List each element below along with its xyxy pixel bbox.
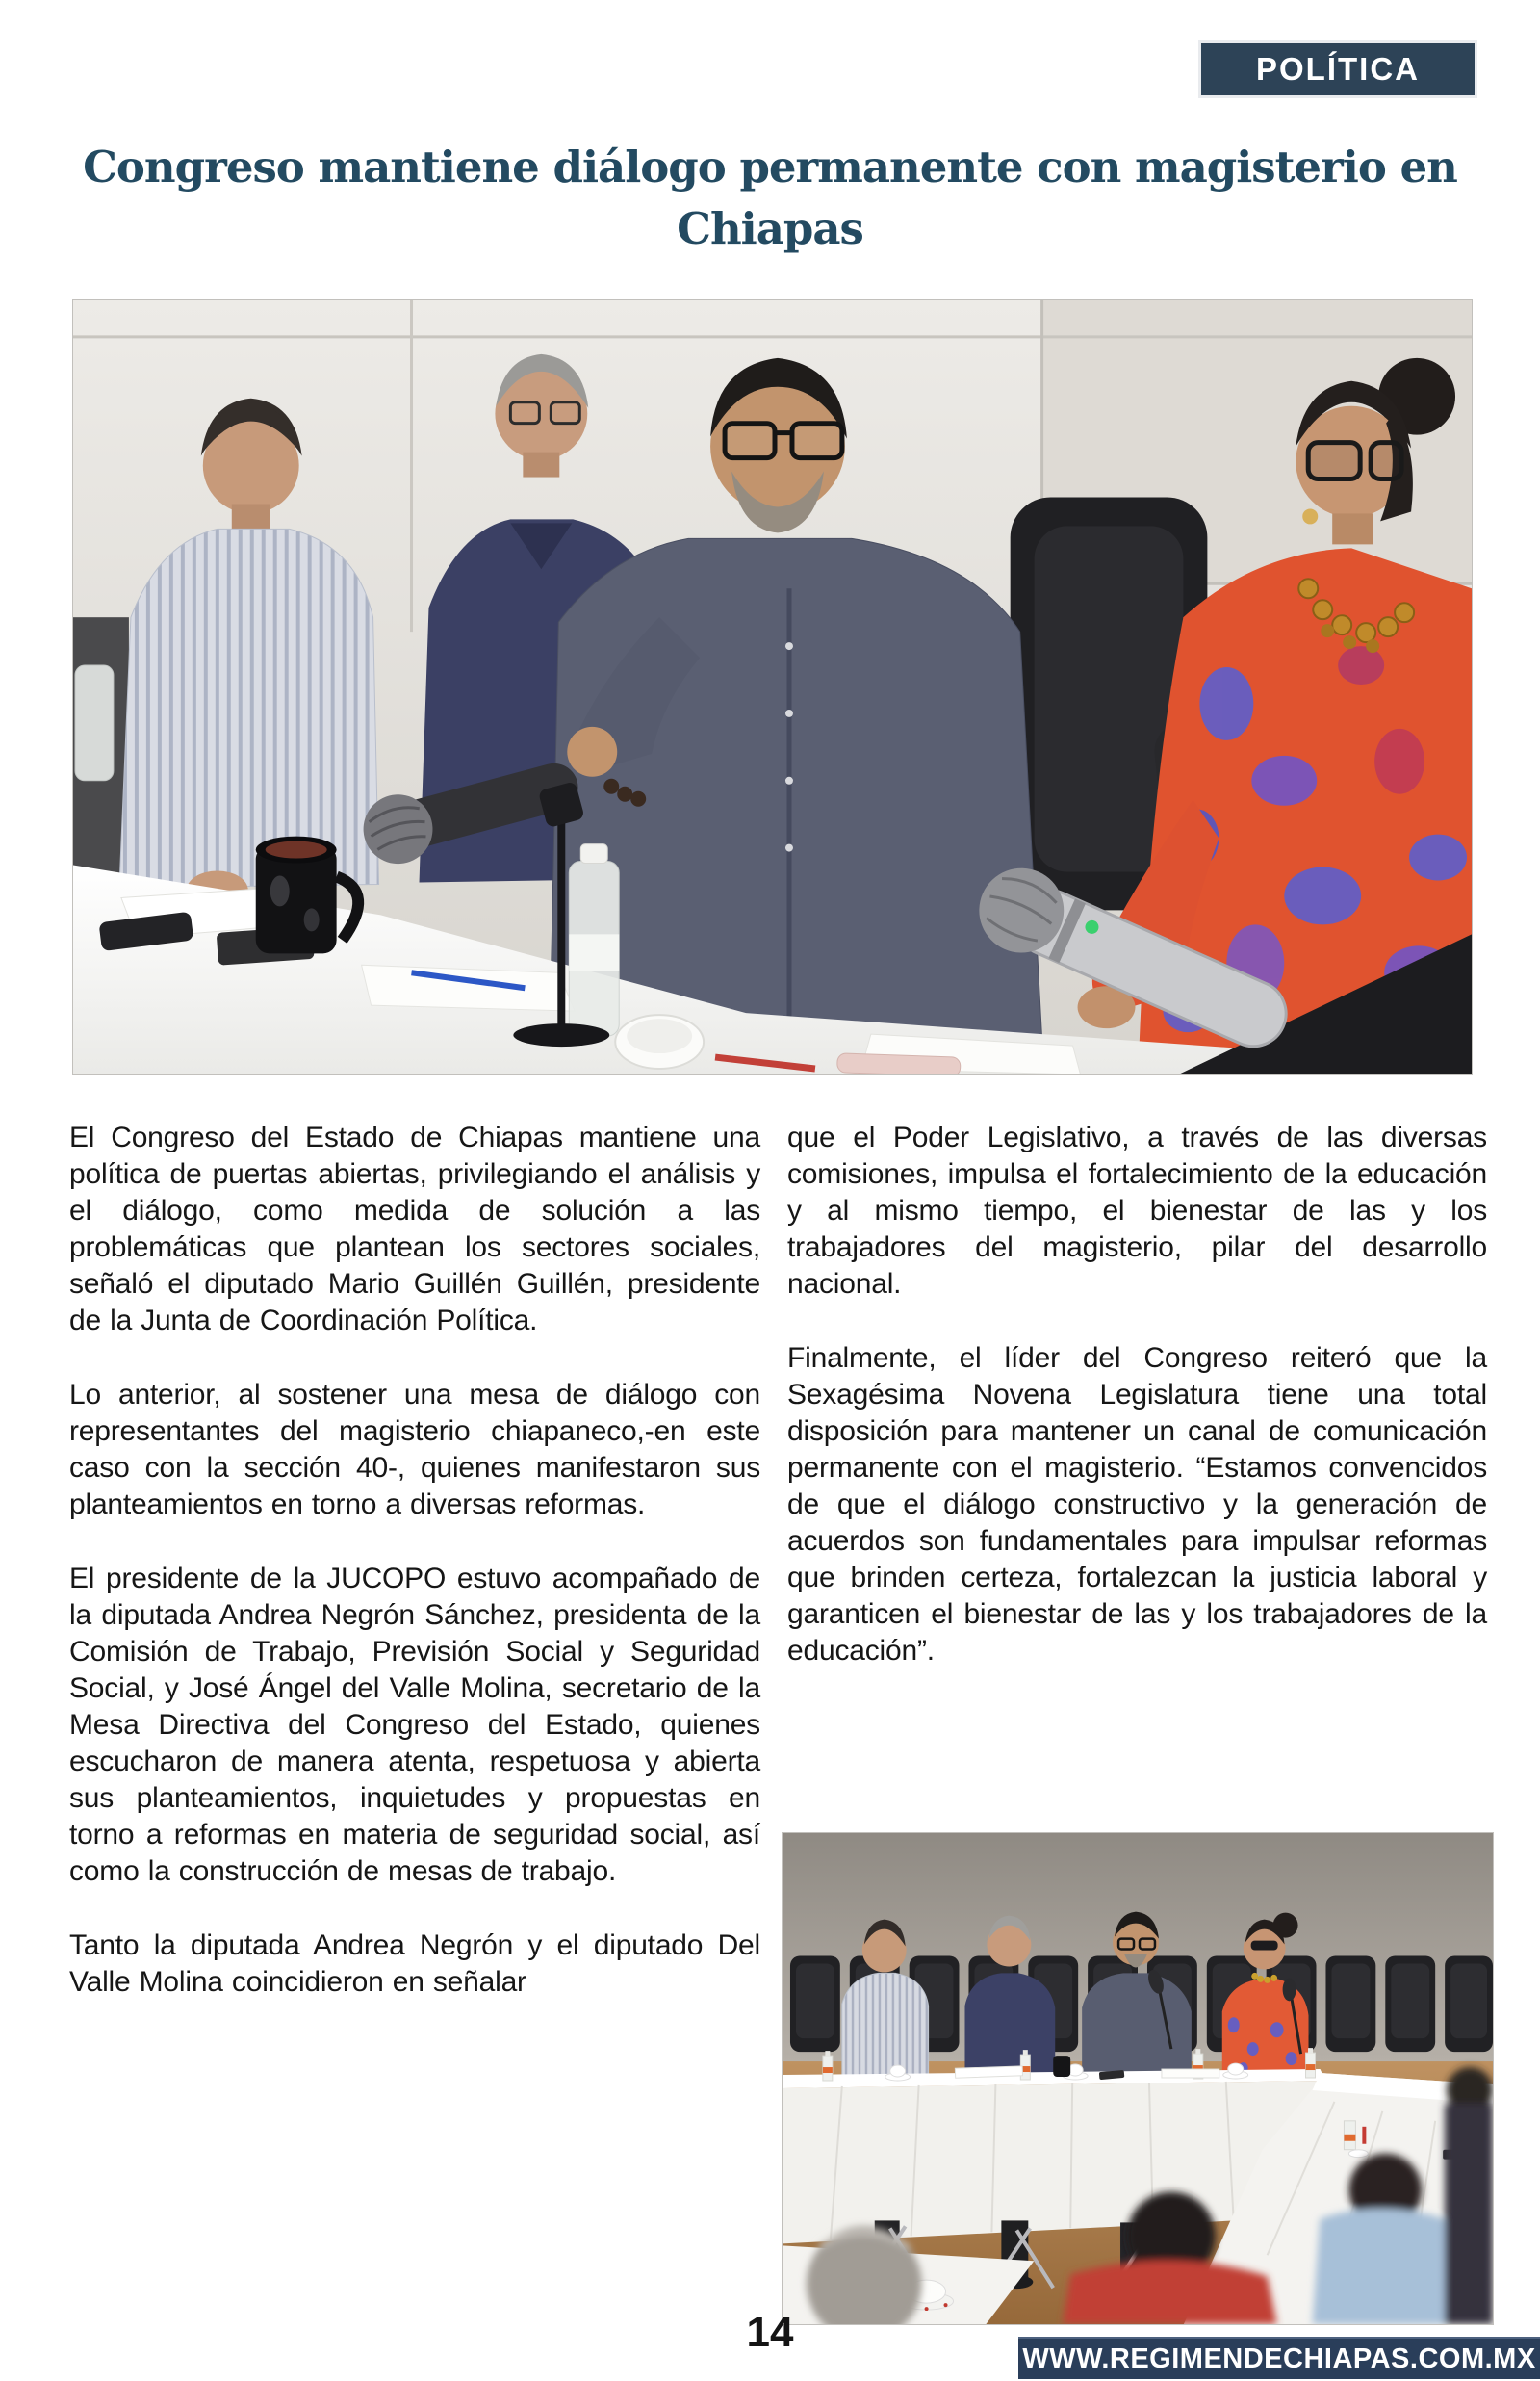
headline-line-1: Congreso mantiene diálogo permanente con magisterio en	[83, 142, 1457, 193]
headline-line-2: Chiapas	[677, 203, 863, 254]
footer-url-bar	[1018, 2337, 1540, 2379]
paragraph: Lo anterior, al sostener una mesa de diálogo con representantes del magisterio chiapaneco,-en este caso con la sección 40-, quienes manifestaron sus planteamientos en torno a diversas reformas.	[69, 1379, 760, 1520]
main-photo-image	[73, 300, 1472, 1074]
section-badge	[1201, 43, 1475, 95]
section-badge-label: POLÍTICA	[1256, 51, 1420, 87]
main-photo	[72, 299, 1473, 1075]
paragraph: que el Poder Legislativo, a través de las diversas comisiones, impulsa el fortalecimiento de la educación y al mismo tiempo, el bienestar de las y los trabajadores del magisterio, pilar del desarrollo nacional.	[787, 1122, 1487, 1300]
article-right-column	[787, 1120, 1487, 1669]
paragraph: Tanto la diputada Andrea Negrón y el diputado Del Valle Molina coincidieron en señalar	[69, 1929, 760, 1998]
article-left-column	[69, 1120, 760, 2001]
paragraph: Finalmente, el líder del Congreso reiteró que la Sexagésima Novena Legislatura tiene una total disposición para mantener un canal de comunicación permanente con el magisterio. “Estamos convencidos de que el diálogo constructivo y la generación de acuerdos son fundamentales para impulsar reformas que brinden certeza, fortalezcan la justicia laboral y garanticen el bienestar de las y los trabajadores de la educación”.	[787, 1342, 1487, 1667]
page-title	[77, 137, 1463, 260]
page-number: 14	[746, 2309, 794, 2356]
paragraph: El presidente de la JUCOPO estuvo acompañado de la diputada Andrea Negrón Sánchez, presidenta de la Comisión de Trabajo, Previsión Social y Seguridad Social, y José Ángel del Valle Molina, secretario de la Mesa Directiva del Congreso del Estado, quienes escucharon de manera atenta, respetuosa y abierta sus planteamientos, inquietudes y propuestas en torno a reformas en materia de seguridad social, así como la construcción de mesas de trabajo.	[69, 1563, 760, 1887]
secondary-photo-image	[783, 1833, 1493, 2324]
footer-url-text: WWW.REGIMENDECHIAPAS.COM.MX	[1022, 2342, 1536, 2374]
secondary-photo	[782, 1832, 1494, 2325]
paragraph: El Congreso del Estado de Chiapas mantiene una política de puertas abiertas, privilegiando el análisis y el diálogo, como medida de solución a las problemáticas que plantean los sectores sociales, señaló el diputado Mario Guillén Guillén, presidente de la Junta de Coordinación Política.	[69, 1122, 760, 1336]
